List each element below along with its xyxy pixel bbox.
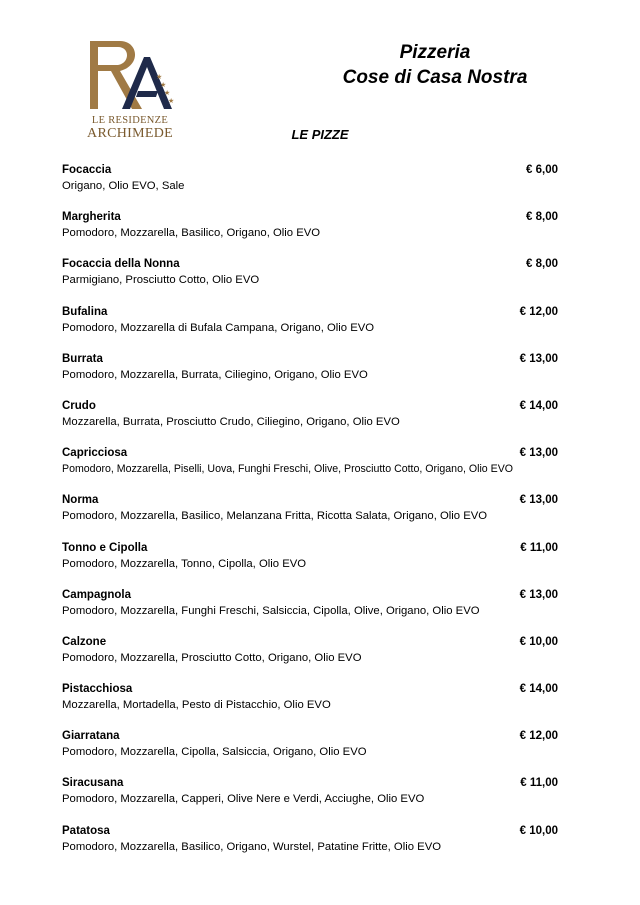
menu-item-ingredients: Origano, Olio EVO, Sale xyxy=(62,180,185,192)
menu-item-ingredients: Pomodoro, Mozzarella, Basilico, Origano, Olio EVO xyxy=(62,227,321,240)
menu-item-name: Giarratana xyxy=(62,730,120,743)
menu-item xyxy=(62,399,562,446)
menu-item-name: Patatosa xyxy=(62,824,110,837)
menu-item xyxy=(62,776,562,823)
menu-item-ingredients: Pomodoro, Mozzarella, Capperi, Olive Nere e Verdi, Acciughe, Olio EVO xyxy=(62,793,425,806)
menu-item xyxy=(62,588,562,635)
menu-item-name: Margherita xyxy=(62,211,121,224)
pizza-menu-list xyxy=(62,163,562,871)
menu-item xyxy=(62,824,562,871)
menu-item-ingredients: Mozzarella, Mortadella, Pesto di Pistacchio, Olio EVO xyxy=(62,699,331,712)
menu-item-price: € 10,00 xyxy=(519,824,558,837)
menu-item-ingredients: Pomodoro, Mozzarella, Prosciutto Cotto, Origano, Olio EVO xyxy=(62,651,362,664)
menu-item xyxy=(62,163,562,210)
logo xyxy=(80,35,190,140)
menu-item-price: € 6,00 xyxy=(526,164,558,176)
menu-item-ingredients: Pomodoro, Mozzarella, Burrata, Ciliegino, Origano, Olio EVO xyxy=(62,368,368,381)
menu-item-price: € 8,00 xyxy=(526,211,558,224)
menu-item-name: Focaccia della Nonna xyxy=(62,258,180,271)
menu-item xyxy=(62,541,562,588)
menu-item-name: Capricciosa xyxy=(62,447,128,460)
menu-item-price: € 12,00 xyxy=(519,730,558,743)
menu-item-ingredients: Pomodoro, Mozzarella di Bufala Campana, Origano, Olio EVO xyxy=(62,321,375,334)
logo-monogram-icon xyxy=(80,35,180,117)
menu-item-ingredients: Pomodoro, Mozzarella, Funghi Freschi, Salsiccia, Cipolla, Olive, Origano, Olio EVO xyxy=(62,604,480,617)
menu-item-price: € 11,00 xyxy=(520,541,558,554)
menu-item-price: € 11,00 xyxy=(520,777,558,790)
menu-item-name: Burrata xyxy=(62,352,103,365)
menu-item xyxy=(62,210,562,257)
menu-item xyxy=(62,305,562,352)
menu-item-name: Focaccia xyxy=(62,164,112,176)
menu-item-ingredients: Pomodoro, Mozzarella, Basilico, Melanzana Fritta, Ricotta Salata, Origano, Olio EVO xyxy=(62,510,488,523)
svg-text:★: ★ xyxy=(156,73,163,81)
menu-item-name: Campagnola xyxy=(62,588,132,601)
menu-item-price: € 13,00 xyxy=(519,588,558,601)
menu-item-ingredients: Pomodoro, Mozzarella, Piselli, Uova, Funghi Freschi, Olive, Prosciutto Cotto, Origano, Olio EVO xyxy=(62,463,513,476)
menu-item xyxy=(62,446,562,493)
menu-item-name: Pistacchiosa xyxy=(62,683,133,696)
menu-item-price: € 10,00 xyxy=(519,635,558,648)
menu-item xyxy=(62,352,562,399)
page-title-line2: Cose di Casa Nostra xyxy=(342,67,528,88)
menu-item-price: € 13,00 xyxy=(519,494,558,507)
svg-text:★: ★ xyxy=(168,97,175,105)
menu-item xyxy=(62,682,562,729)
menu-item-name: Bufalina xyxy=(62,305,108,318)
menu-item-price: € 12,00 xyxy=(519,305,558,318)
svg-text:★: ★ xyxy=(164,89,171,97)
menu-item-name: Calzone xyxy=(62,635,107,648)
svg-text:★: ★ xyxy=(160,81,167,89)
menu-item xyxy=(62,257,562,304)
section-title: LE PIZZE xyxy=(291,127,349,142)
menu-item-ingredients: Parmigiano, Prosciutto Cotto, Olio EVO xyxy=(62,274,260,287)
menu-item-price: € 13,00 xyxy=(519,447,558,460)
menu-item xyxy=(62,493,562,540)
page-title-line1: Pizzeria xyxy=(399,42,471,63)
menu-item-price: € 13,00 xyxy=(519,352,558,365)
menu-item-name: Crudo xyxy=(62,399,96,412)
menu-item-name: Siracusana xyxy=(62,777,124,790)
menu-item-ingredients: Pomodoro, Mozzarella, Cipolla, Salsiccia, Origano, Olio EVO xyxy=(62,746,367,759)
menu-item-price: € 14,00 xyxy=(519,683,558,696)
logo-text-line1: LE RESIDENZE xyxy=(91,115,169,126)
menu-item-name: Tonno e Cipolla xyxy=(62,541,148,554)
menu-item-ingredients: Pomodoro, Mozzarella, Basilico, Origano, Wurstel, Patatine Fritte, Olio EVO xyxy=(62,840,442,853)
logo-text-line2: ARCHIMEDE xyxy=(87,126,173,141)
menu-item xyxy=(62,729,562,776)
menu-item-ingredients: Mozzarella, Burrata, Prosciutto Crudo, Ciliegino, Origano, Olio EVO xyxy=(62,415,400,428)
menu-item-name: Norma xyxy=(62,494,99,507)
menu-item-price: € 14,00 xyxy=(519,399,558,412)
menu-item xyxy=(62,635,562,682)
menu-item-price: € 8,00 xyxy=(526,258,558,271)
menu-item-ingredients: Pomodoro, Mozzarella, Tonno, Cipolla, Olio EVO xyxy=(62,557,307,570)
